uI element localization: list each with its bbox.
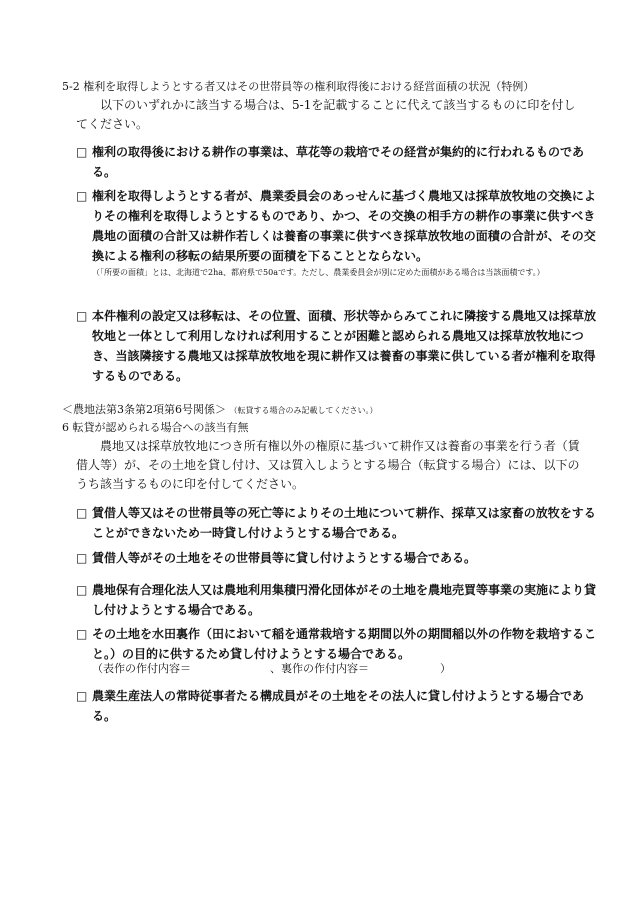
checkbox-item-3[interactable] [76,306,598,386]
checkbox-icon[interactable]: □ [76,551,88,565]
section-5-2-heading: 5-2 権利を取得しようとする者又はその世帯員等の権利取得後における経営面積の状況（特例） [62,80,535,93]
section-5-2-intro: 以下のいずれかに該当する場合は、5-1を記載することに代えて該当するものに印を付してください。 [76,98,576,131]
crop-content-row [92,662,451,676]
checkbox-item-text: 賃借人等がその土地をその世帯員等に貸し付けようとする場合である。 [92,551,477,565]
law-title: ＜農地法第3条第2項第6号関係＞ [62,403,226,416]
checkbox-icon[interactable]: □ [76,583,88,597]
checkbox-item-6[interactable] [76,580,598,620]
checkbox-item-text: その土地を水田裏作（田において稲を通常栽培する期間以外の期間稲以外の作物を栽培すること。）の目的に供するため貸し付けようとする場合である。 [92,627,597,661]
checkbox-item-8[interactable] [76,686,598,726]
checkbox-icon[interactable]: □ [76,145,88,159]
checkbox-icon[interactable]: □ [76,689,88,703]
checkbox-item-1[interactable] [76,142,598,182]
law-note: （転貸する場合のみ記載してください。） [229,406,378,415]
checkbox-item-text: 権利を取得しようとする者が、農業委員会のあっせんに基づく農地又は採草放牧地の交換によりその権利を取得しようとするものであり、かつ、その交換の相手方の耕作の事業に供すべき農地の面積の合計又は耕作若しくは養畜の事業に供すべき採草放牧地の面積の合計が、その交換による権利の移転の結果所要の面積を下ることとならない。 [92,189,596,263]
checkbox-item-text: 農地保有合理化法人又は農地利用集積円滑化団体がその土地を農地売買等事業の実施により貸し付けようとする場合である。 [92,583,597,617]
section-6-heading: 6 転貸が認められる場合への該当有無 [62,421,249,434]
checkbox-item-text: 農業生産法人の常時従事者たる構成員がその土地をその法人に貸し付けようとする場合である。 [92,689,585,723]
checkbox-icon[interactable]: □ [76,627,88,641]
section-6-intro: 農地又は採草放牧地につき所有権以外の権原に基づいて耕作又は養畜の事業を行う者（賃借人等）が、その土地を貸し付け、又は質入しようとする場合（転貸する場合）には、以下のうち該当するものに印を付してください。 [76,439,580,491]
crop-back-label: 、裏作の作付内容＝ [270,662,369,675]
checkbox-icon[interactable]: □ [76,189,88,203]
checkbox-item-2[interactable] [76,186,598,266]
crop-close-paren: ） [440,662,451,675]
checkbox-item-text: 賃借人等又はその世帯員等の死亡等によりその土地について耕作、採草又は家畜の放牧をすることができないため一時貸し付けようとする場合である。 [92,506,596,540]
law-reference [62,403,378,418]
checkbox-item-4[interactable] [76,503,598,543]
crop-front-label: （表作の作付内容＝ [92,662,191,675]
checkbox-item-5[interactable] [76,548,598,568]
checkbox-item-text: 本件権利の設定又は移転は、その位置、面積、形状等からみてこれに隣接する農地又は採草放牧地と一体として利用しなければ利用することが困難と認められる農地又は採草放牧地につき、当該隣接する農地又は採草放牧地を現に耕作又は養畜の事業に供している者が権利を取得するものである。 [92,309,597,383]
checkbox-item-text: 権利の取得後における耕作の事業は、草花等の栽培でその経営が集約的に行われるものである。 [92,145,585,179]
checkbox-icon[interactable]: □ [76,506,88,520]
checkbox-item-7[interactable] [76,624,598,664]
checkbox-icon[interactable]: □ [76,309,88,323]
area-footnote: （「所要の面積」とは、北海道で2ha、都府県で50aです。ただし、農業委員会が別に定めた面積がある場合は当該面積です。） [92,268,545,277]
